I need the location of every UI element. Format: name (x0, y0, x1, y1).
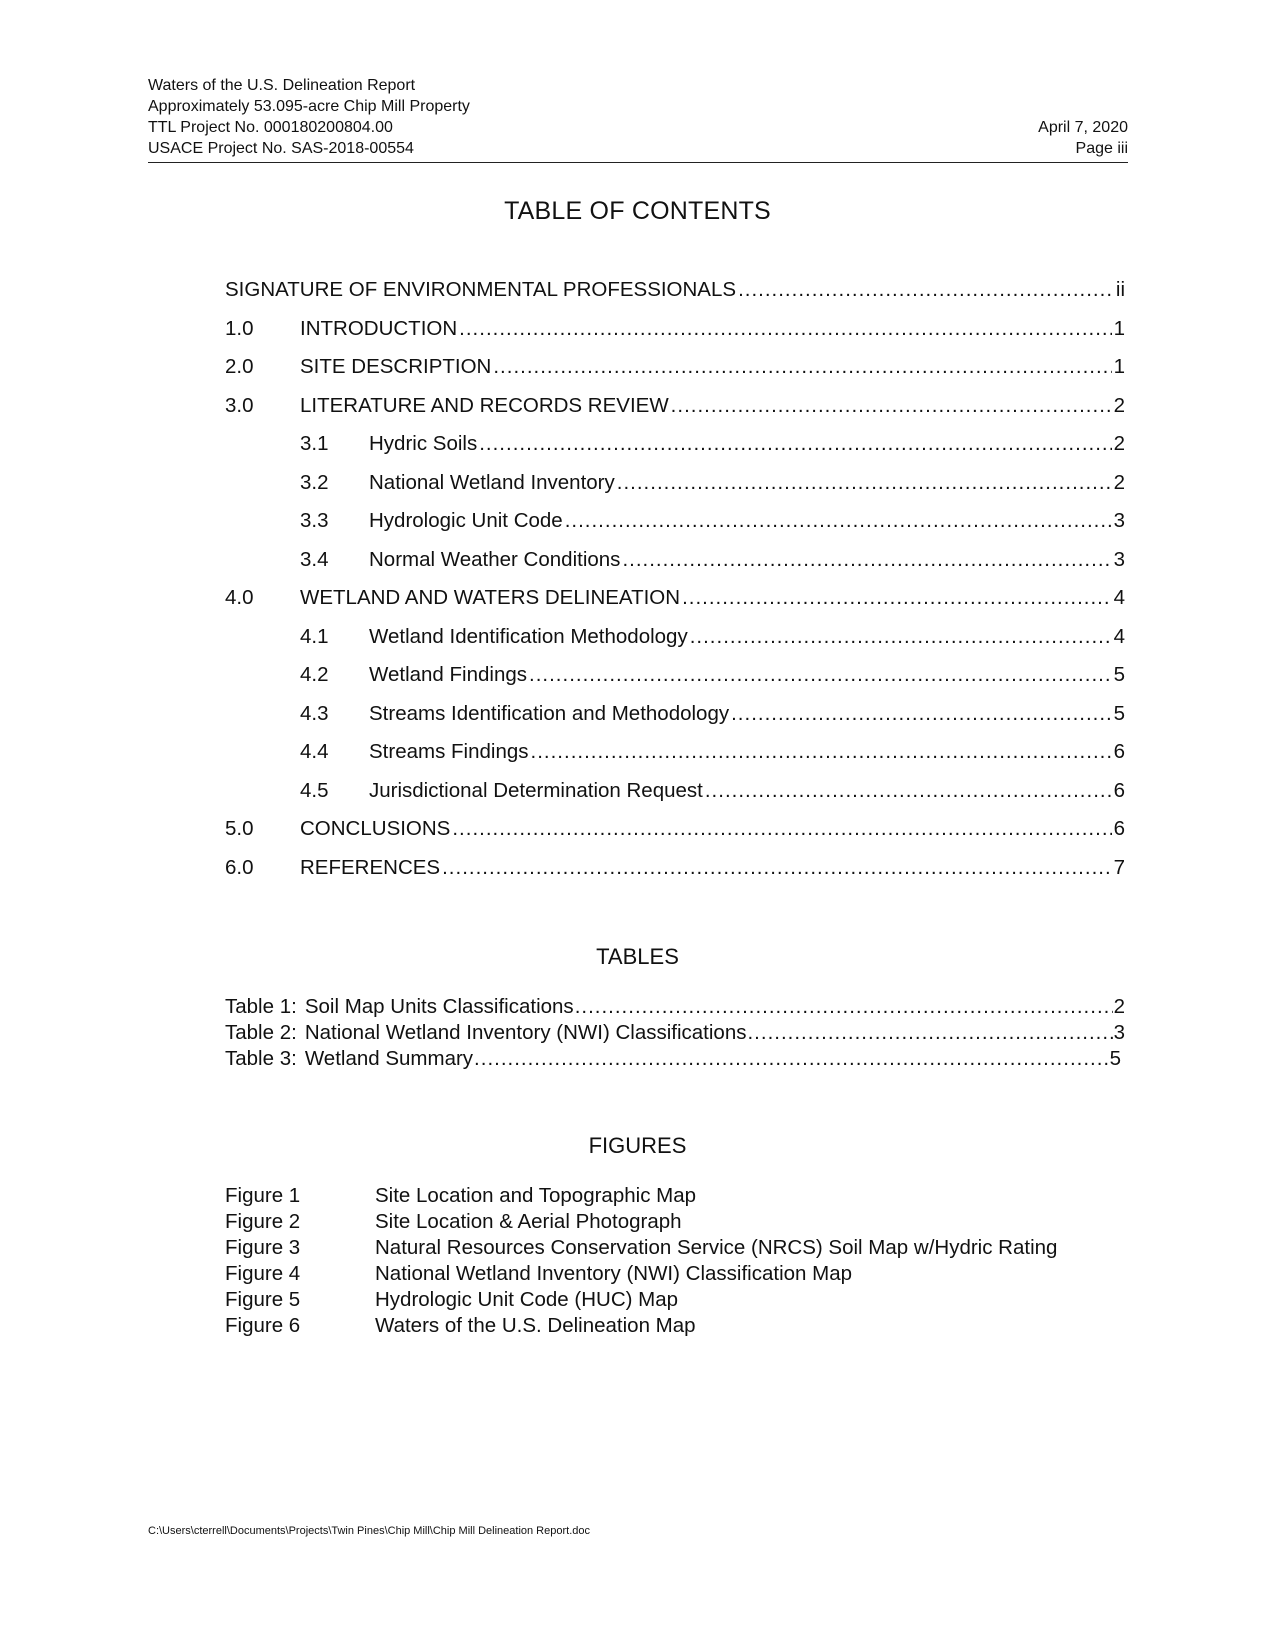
toc-entry (225, 394, 1125, 433)
table-entry (225, 995, 1125, 1021)
toc-entry-title: Wetland Identification Methodology (369, 624, 688, 648)
dot-leader (452, 817, 1111, 841)
toc-entry (225, 817, 1125, 856)
table-entry-label: Table 3: (225, 1047, 297, 1070)
figure-entry-title: Site Location & Aerial Photograph (375, 1210, 682, 1233)
toc-entry-page: 2 (1113, 393, 1125, 417)
toc-entry-page: 5 (1113, 663, 1125, 686)
toc-entry-number: 2.0 (225, 355, 254, 378)
figure-entry-label: Figure 3 (225, 1236, 301, 1259)
toc-entry-number: 4.0 (225, 586, 254, 609)
dot-leader (479, 432, 1111, 456)
report-title: Waters of the U.S. Delineation Report (148, 77, 416, 94)
toc-entry-number: 4.1 (300, 624, 329, 648)
page-header (148, 75, 1128, 163)
toc-entry-title: WETLAND AND WATERS DELINEATION (300, 586, 681, 609)
dot-leader (442, 856, 1111, 880)
figure-entry-label: Figure 1 (225, 1184, 301, 1207)
table-entry-page: 2 (1113, 995, 1125, 1018)
dot-leader (493, 355, 1111, 379)
dot-leader (705, 779, 1112, 803)
table-entry (225, 1047, 1125, 1073)
toc-subentry (225, 548, 1125, 587)
toc-entry-page: 6 (1113, 817, 1125, 840)
table-entry-page: 5 (1109, 1047, 1121, 1070)
page-title: TABLE OF CONTENTS (504, 197, 771, 225)
toc-entry (225, 355, 1125, 394)
dot-leader (731, 702, 1111, 726)
toc-entry-number: 4.3 (300, 701, 329, 725)
header-row-3 (148, 117, 1128, 138)
toc-entry-number: 6.0 (225, 855, 254, 879)
toc-subentry (225, 779, 1125, 818)
ttl-project-number: TTL Project No. 000180200804.00 (148, 119, 393, 136)
dot-leader (617, 471, 1112, 495)
figure-entry (225, 1288, 1125, 1314)
figure-entry-label: Figure 4 (225, 1262, 301, 1285)
figure-entry-title: Hydrologic Unit Code (HUC) Map (375, 1288, 679, 1311)
figure-entry-title: National Wetland Inventory (NWI) Classification Map (375, 1262, 852, 1285)
figure-entry-label: Figure 2 (225, 1210, 301, 1233)
toc-entry (225, 586, 1125, 625)
tables-heading: TABLES (596, 944, 679, 969)
table-entry-label: Table 2: (225, 1021, 297, 1044)
toc-entry-number: 3.0 (225, 393, 254, 417)
toc-entry-title: Streams Identification and Methodology (369, 701, 730, 725)
table-of-contents (225, 278, 1125, 894)
usace-project-number: USACE Project No. SAS-2018-00554 (148, 140, 414, 157)
toc-entry (225, 317, 1125, 356)
toc-entry-page: 1 (1113, 316, 1125, 340)
toc-entry-number: 3.1 (300, 432, 329, 455)
toc-entry-page: ii (1115, 278, 1125, 301)
dot-leader (747, 1021, 1112, 1045)
toc-entry-number: 3.3 (300, 509, 329, 532)
toc-entry (225, 856, 1125, 895)
figure-entry (225, 1210, 1125, 1236)
figure-entry (225, 1314, 1125, 1340)
toc-entry-page: 4 (1113, 586, 1125, 609)
toc-subentry (225, 509, 1125, 548)
toc-entry-title: Wetland Findings (369, 663, 528, 686)
toc-entry-page: 6 (1113, 778, 1125, 802)
header-row-4 (148, 138, 1128, 159)
table-entry-title: Wetland Summary (304, 1047, 474, 1070)
toc-entry-page: 2 (1113, 470, 1125, 494)
header-row-2 (148, 96, 1128, 117)
toc-entry-title: Hydric Soils (369, 432, 478, 455)
toc-entry-title: SIGNATURE OF ENVIRONMENTAL PROFESSIONALS (225, 278, 737, 301)
figure-entry (225, 1262, 1125, 1288)
toc-entry-page: 4 (1113, 624, 1125, 648)
header-row-1 (148, 75, 1128, 96)
toc-entry-page: 3 (1113, 509, 1125, 532)
dot-leader (738, 278, 1114, 302)
document-file-path: C:\Users\cterrell\Documents\Projects\Twin Pines\Chip Mill\Chip Mill Delineation Report.doc (148, 1525, 590, 1537)
figures-heading: FIGURES (588, 1133, 687, 1158)
dot-leader (575, 995, 1113, 1019)
dot-leader (474, 1047, 1109, 1071)
figure-entry-label: Figure 6 (225, 1314, 301, 1337)
table-entry-page: 3 (1113, 1021, 1125, 1044)
figure-entry-title: Waters of the U.S. Delineation Map (375, 1314, 696, 1337)
toc-subentry (225, 625, 1125, 664)
toc-entry-number: 1.0 (225, 316, 254, 340)
toc-subentry (225, 740, 1125, 779)
toc-entry-page: 6 (1113, 740, 1125, 763)
toc-entry-number: 3.2 (300, 470, 329, 494)
table-entry-title: National Wetland Inventory (NWI) Classifications (304, 1021, 747, 1044)
toc-entry-page: 1 (1113, 355, 1125, 378)
toc-entry-title: LITERATURE AND RECORDS REVIEW (300, 393, 669, 417)
dot-leader (671, 394, 1112, 418)
property-description: Approximately 53.095-acre Chip Mill Property (148, 98, 470, 115)
toc-subentry (225, 471, 1125, 510)
dot-leader (690, 625, 1112, 649)
report-date: April 7, 2020 (1038, 119, 1128, 136)
dot-leader (459, 317, 1111, 341)
table-entry-title: Soil Map Units Classifications (304, 995, 574, 1018)
toc-entry-page: 2 (1113, 432, 1125, 455)
figure-entry-title: Natural Resources Conservation Service (NRCS) Soil Map w/Hydric Rating (375, 1236, 1058, 1259)
toc-entry-page: 7 (1113, 855, 1125, 879)
toc-entry-title: Streams Findings (369, 740, 529, 763)
toc-entry-number: 4.4 (300, 740, 329, 763)
table-entry (225, 1021, 1125, 1047)
toc-entry-number: 4.2 (300, 663, 329, 686)
toc-subentry (225, 702, 1125, 741)
list-of-figures (225, 1184, 1125, 1340)
figure-entry-title: Site Location and Topographic Map (375, 1184, 697, 1207)
table-entry-label: Table 1: (225, 995, 297, 1018)
figure-entry-label: Figure 5 (225, 1288, 301, 1311)
toc-entry-title: Jurisdictional Determination Request (369, 778, 703, 802)
toc-subentry (225, 663, 1125, 702)
toc-entry-page: 5 (1113, 701, 1125, 725)
toc-subentry (225, 432, 1125, 471)
dot-leader (565, 509, 1112, 533)
toc-entry-title: CONCLUSIONS (300, 817, 451, 840)
toc-entry-title: National Wetland Inventory (369, 470, 615, 494)
toc-entry-number: 3.4 (300, 547, 329, 571)
list-of-tables (225, 995, 1125, 1073)
toc-entry-title: Hydrologic Unit Code (369, 509, 563, 532)
toc-entry-number: 5.0 (225, 817, 254, 840)
toc-entry-title: INTRODUCTION (300, 316, 458, 340)
figure-entry (225, 1184, 1125, 1210)
figure-entry (225, 1236, 1125, 1262)
toc-entry (225, 278, 1125, 317)
toc-entry-page: 3 (1113, 547, 1125, 571)
page-number: Page iii (1075, 140, 1128, 157)
toc-entry-title: REFERENCES (300, 855, 441, 879)
dot-leader (529, 663, 1112, 687)
dot-leader (682, 586, 1112, 610)
toc-entry-title: Normal Weather Conditions (369, 547, 621, 571)
toc-entry-title: SITE DESCRIPTION (300, 355, 492, 378)
toc-entry-number: 4.5 (300, 778, 329, 802)
dot-leader (531, 740, 1112, 764)
dot-leader (622, 548, 1111, 572)
